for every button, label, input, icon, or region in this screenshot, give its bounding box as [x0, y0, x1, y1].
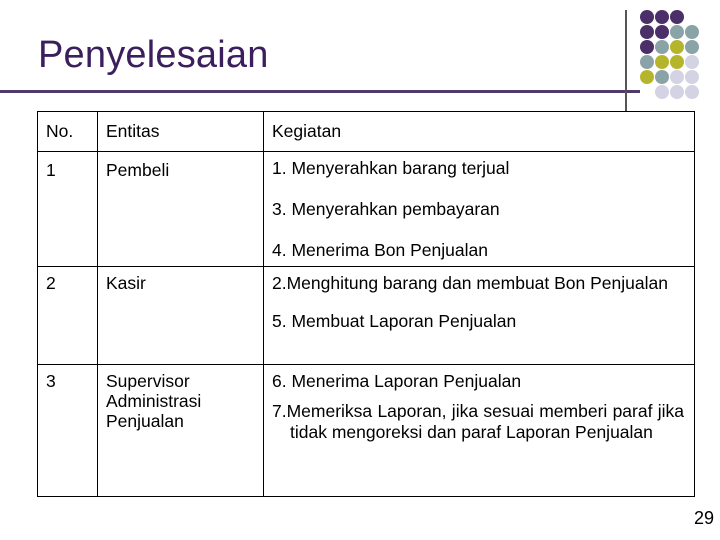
activity-item: 2.Menghitung barang dan membuat Bon Penjualan [272, 273, 668, 293]
header-activity: Kegiatan [272, 121, 342, 141]
activity-item: 7.Memeriksa Laporan, jika sesuai memberi paraf jika tidak mengoreksi dan paraf Laporan Penjualan [272, 401, 684, 442]
title-underline [0, 90, 640, 93]
activity-item: 1. Menyerahkan barang terjual [272, 158, 510, 178]
table-row [38, 365, 695, 497]
row-number: 3 [46, 371, 56, 391]
decorative-dot [640, 10, 654, 24]
decorative-dot [655, 85, 669, 99]
activity-item: 5. Membuat Laporan Penjualan [272, 311, 517, 331]
decorative-dot [670, 40, 684, 54]
decorative-dot [640, 55, 654, 69]
decorative-dot [685, 25, 699, 39]
header-cell-no [38, 112, 98, 152]
decorative-dot [655, 40, 669, 54]
decorative-dot [655, 10, 669, 24]
decorative-dot [640, 40, 654, 54]
decorative-dot [655, 25, 669, 39]
activity-item: 6. Menerima Laporan Penjualan [272, 371, 522, 391]
decorative-dot [670, 70, 684, 84]
header-entity: Entitas [106, 121, 160, 141]
decorative-dot [640, 25, 654, 39]
decorative-dot [685, 40, 699, 54]
row-number: 1 [46, 160, 56, 180]
page-number: 29 [693, 508, 714, 528]
activity-item: 4. Menerima Bon Penjualan [272, 240, 488, 260]
table-row [38, 267, 695, 365]
row-number: 2 [46, 273, 56, 293]
table-header-row [38, 112, 695, 152]
table-row [38, 152, 695, 267]
slide-title: Penyelesaian [38, 34, 269, 76]
decorative-dot [670, 25, 684, 39]
decorative-dot [670, 55, 684, 69]
activity-item: 3. Menyerahkan pembayaran [272, 199, 500, 219]
activity-table [37, 111, 695, 497]
row-entity: Pembeli [106, 160, 170, 180]
row-entity: Supervisor Administrasi Penjualan [106, 371, 202, 431]
decorative-dot [685, 70, 699, 84]
decorative-dot [670, 10, 684, 24]
header-no: No. [46, 121, 74, 141]
decorative-dot [670, 85, 684, 99]
decorative-dot [640, 70, 654, 84]
decorative-dot [685, 55, 699, 69]
decorative-dot [655, 70, 669, 84]
header-cell-activity [264, 112, 695, 152]
decorative-dot [655, 55, 669, 69]
decorative-dot [685, 85, 699, 99]
row-entity: Kasir [106, 273, 146, 293]
header-cell-entity [98, 112, 264, 152]
